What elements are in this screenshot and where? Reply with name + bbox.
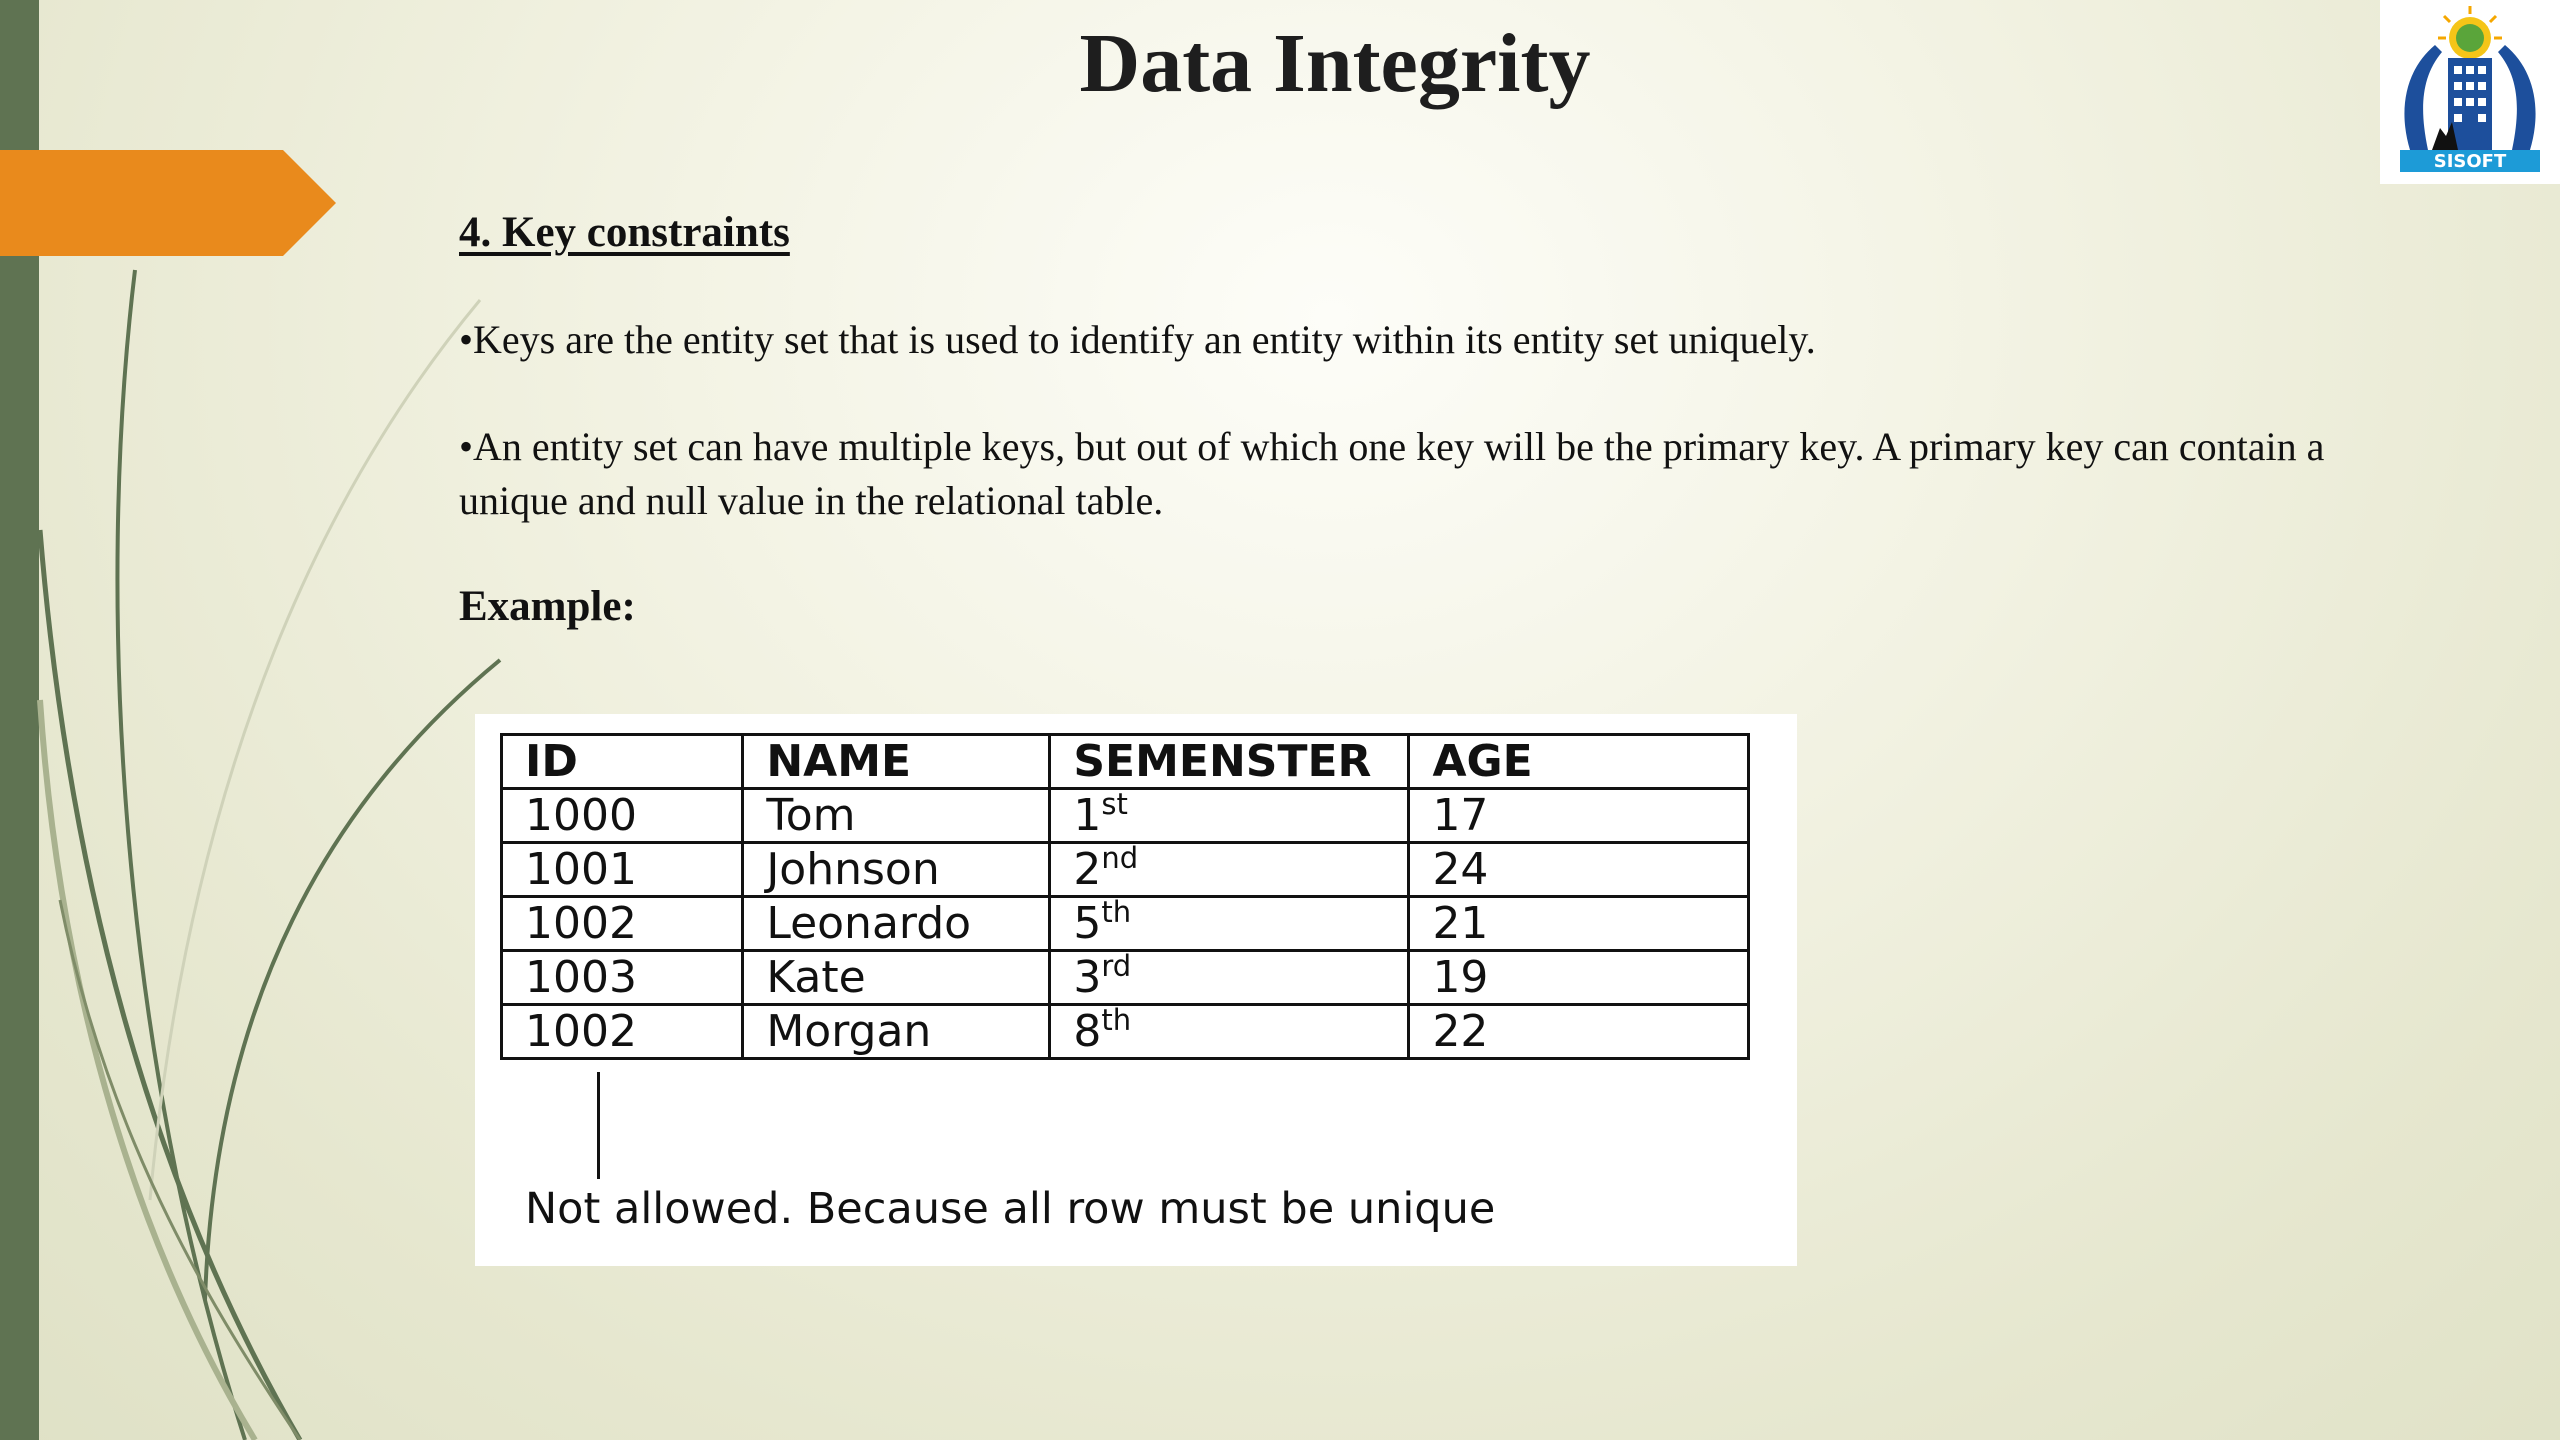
cell-name: Morgan bbox=[743, 1005, 1050, 1059]
column-header-semester: SEMENSTER bbox=[1050, 735, 1409, 789]
cell-id: 1000 bbox=[502, 789, 743, 843]
slide-title: Data Integrity bbox=[1079, 17, 1591, 110]
cell-name: Johnson bbox=[743, 843, 1050, 897]
semester-suffix: st bbox=[1101, 787, 1128, 821]
semester-number: 2 bbox=[1073, 844, 1102, 895]
cell-semester bbox=[1050, 951, 1409, 1005]
orange-arrow-marker bbox=[0, 150, 336, 256]
student-table bbox=[500, 733, 1750, 1060]
bullet-keys-definition: •Keys are the entity set that is used to identify an entity within its entity set uniquely. bbox=[459, 317, 1816, 362]
table-row bbox=[502, 789, 1749, 843]
cell-id: 1001 bbox=[502, 843, 743, 897]
semester-suffix: rd bbox=[1101, 949, 1132, 983]
logo-text: SISOFT bbox=[2433, 151, 2507, 172]
section-heading: 4. Key constraints bbox=[459, 209, 790, 256]
duplicate-note: Not allowed. Because all row must be unique bbox=[525, 1184, 1496, 1234]
cell-semester bbox=[1050, 789, 1409, 843]
cell-semester bbox=[1050, 897, 1409, 951]
cell-name: Kate bbox=[743, 951, 1050, 1005]
cell-age: 17 bbox=[1409, 789, 1749, 843]
semester-number: 5 bbox=[1073, 898, 1102, 949]
semester-suffix: th bbox=[1101, 895, 1132, 929]
sisoft-logo bbox=[2380, 0, 2560, 184]
table-row-duplicate bbox=[502, 1005, 1749, 1059]
table-row bbox=[502, 951, 1749, 1005]
duplicate-pointer-line bbox=[597, 1072, 600, 1179]
semester-suffix: nd bbox=[1101, 841, 1139, 875]
semester-number: 3 bbox=[1073, 952, 1102, 1003]
cell-age: 21 bbox=[1409, 897, 1749, 951]
cell-age: 22 bbox=[1409, 1005, 1749, 1059]
table-header-row bbox=[502, 735, 1749, 789]
column-header-id: ID bbox=[502, 735, 743, 789]
cell-name: Leonardo bbox=[743, 897, 1050, 951]
cell-age: 19 bbox=[1409, 951, 1749, 1005]
bullet-primary-key: •An entity set can have multiple keys, but out of which one key will be the primary key. A primary key can contain a unique and null value in the relational table. bbox=[459, 424, 2325, 523]
cell-age: 24 bbox=[1409, 843, 1749, 897]
cell-id: 1003 bbox=[502, 951, 743, 1005]
cell-id-duplicate: 1002 bbox=[502, 1005, 743, 1059]
example-label: Example: bbox=[459, 583, 636, 630]
table-row bbox=[502, 843, 1749, 897]
table-row bbox=[502, 897, 1749, 951]
example-panel bbox=[475, 714, 1797, 1266]
cell-name: Tom bbox=[743, 789, 1050, 843]
cell-id: 1002 bbox=[502, 897, 743, 951]
column-header-age: AGE bbox=[1409, 735, 1749, 789]
cell-semester bbox=[1050, 1005, 1409, 1059]
semester-suffix: th bbox=[1101, 1003, 1132, 1037]
semester-number: 8 bbox=[1073, 1006, 1102, 1057]
column-header-name: NAME bbox=[743, 735, 1050, 789]
semester-number: 1 bbox=[1073, 790, 1102, 841]
cell-semester bbox=[1050, 843, 1409, 897]
